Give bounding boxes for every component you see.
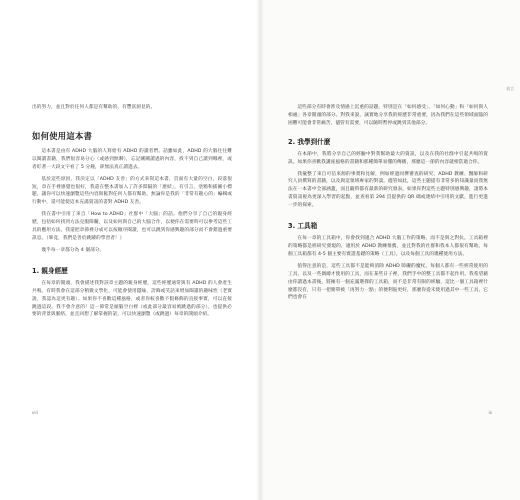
right-page [260,0,520,500]
running-head: 前言 [506,86,514,91]
right-paragraph-4: 值得注意的是，這些工具都不是能夠消除 ADHD 障礙的魔杖。每個人都有一些經常使用的工具，以及一些偶爾才使用的工具，而在某些日子裡，我們手中的整工具都不起作用。我希望藉由你讀過本書後，將擁有一個充滿選擇的工具箱，而不是非常有限的經驗，這比一個工具箱裡什麼都沒有，只有一把簡單被「再努力一點」的便利貼更好，那麼你從未使用過其中一些工具，它們也會在 [288,263,488,301]
left-paragraph-2: 基於這些原因，我決定以「ADHD 友善」的方式來寫這本書，頁面有大量的空白，段落很短，章在手裡感覺也很好，我還在整本書加入了許多間隔的「連結」，有引言、塗鴉和插圖小標題，讓你可以快速瀏覽這些內容與鬆對任何人都有幫助，無論你是我的「非常有趣心的」編輯或行動中，還可能使這本充滿資訊的書對 ADHD 友善。 [32,176,232,206]
right-paragraph-2: 我彙整了來自可信來源的事實和見解，例如經過同儕審查的研究、ADHD 教練、醫師和研究人員撰寫的書籍，以及與這領域專家的對談。儘管如此，這些主題提有非常多的知識量而我無法在一本書中全部涵蓋，而且隨時都有最新的研究發表。如果你對這些主題特別感興趣，請將本書資訊視為更深入學習的起點，並查看第 294 頁提供的 QR 碼或連結中引用的文獻，進行更進一步的探索。 [288,171,488,209]
left-intro-paragraph: 出的努力，並且對於任何人都是有幫助的、有豐富洞見的。 [32,105,156,110]
left-paragraph-4: 幾乎每一章都分為 4 個部分。 [41,247,105,253]
subheading-toolbox: 3. 工具箱 [288,222,318,231]
left-paragraph-5: 在每章的開頭，我會描述我對該章主題的親身經歷，這些經歷通常與有 ADHD 的人會產生共鳴。有時我會在這部分稍微文學化，可能會使用隱喻、誇飾或笑話來增加閱讀的趣味性（老實說，我認為這更有趣）。如果你不喜歡這種風格，或者你較喜歡不假修飾的直接事實，可以直接跳過這段。我不會介意的！這一節常是頭腦空白裡（或此部分最容易被跳過的部分），也提供必要的背景與脈絡，並且回想了解掌握的話，可以快速瀏覽（或跳過）每章的開頭介紹。 [32,280,232,318]
right-paragraph-1: 在本節中，我將分享自己的經驗中對我幫助最大的資訊，以及在我的社群中引起共鳴的資訊。如果你喜歡我講座風格的書籍和那種簡單易懂的傳播，那麼這一節的內容就相當適合你。 [288,151,488,165]
book-gutter-shadow [256,0,264,500]
right-text-column [288,104,488,306]
right-paragraph-3: 在每一章的工具箱中，你會找到適合 ADHD 大腦工作的策略，而不是與之對抗。工具箱裡的策略都是經研究發現的，適用於 ADHD 教練推薦，並且對我的社群和我本人都很有幫助。每個工具箱都有 4-5 個主要有實證基礎的策略（工具），以及每個工具的幾種使用方法。 [288,236,488,257]
left-paragraph-1: 這本書是由有 ADHD 大腦的人寫給有 ADHD 的讀者們。話雖如此，ADHD 的大腦往往難以閱讀書籍，我們很容易分心（或感到無聊），忘記剛剛讀過的內容，找不到自己讀到哪裡，或者盯著一大段文字看了 5 分鐘，卻無法真正讀進去。 [32,148,232,170]
left-paragraph-3: 我在書中引用了來自「How to ADHD」社群中「大腦」的話。他們分享了自己的親身經歷，包括如何找到方法克服障礙，以及如何與自己的大腦合作，以便你在需要時可以參考這些工具的應用方法。我還把章節裡分成可以按順序閱讀，也可以跳到你感興趣的部分而不會錯過重要訊息。（畢竟，我們是善於跳躍的學習者！） [32,212,232,241]
right-intro-paragraph: 這些部分有時會涉及情感上沉重的話題，特別是在「如何感受」、「如何心動」和「如何與人相處」各章開頭的部分。對我來說，誠實地分享我的經歷非常重要，因為我們在這些領域面臨的困難可能會非常痛苦，儘管有需要，可以隨時暫停或跳到其他部分。 [288,105,488,126]
subheading-personal-experience: 1. 親身經歷 [32,266,68,275]
subheading-what-i-learned: 2. 我學到什麼 [288,137,331,146]
right-page-number: ix [488,410,492,415]
left-text-column [32,104,232,323]
section-heading: 如何使用這本書 [32,130,93,141]
left-page-number: viii [32,410,38,415]
